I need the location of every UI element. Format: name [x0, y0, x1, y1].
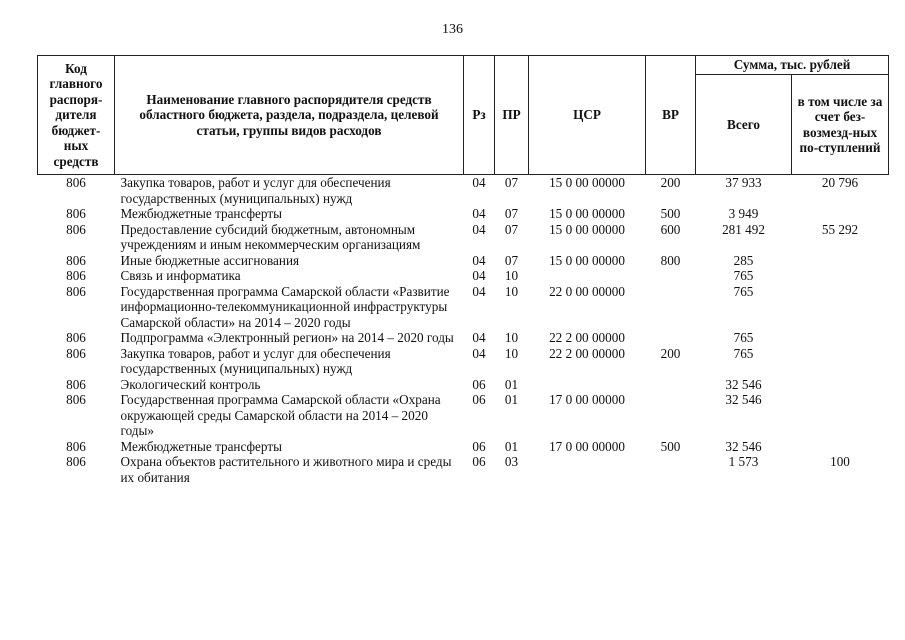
cell-name: Связь и информатика [120, 268, 241, 283]
cell-name: Закупка товаров, работ и услуг для обеспечения государственных (муниципальных) нужд [120, 345, 391, 376]
cell-pr: 07 [504, 206, 519, 221]
cell-csr: 15 0 00 00000 [549, 175, 625, 190]
cell-rz: 04 [472, 283, 486, 299]
cell-code: 806 [66, 454, 86, 469]
cell-rz: 04 [472, 345, 486, 361]
cell-rz: 06 [472, 454, 486, 469]
cell-vr: 800 [660, 252, 681, 268]
cell-pr: 03 [504, 454, 519, 469]
cell-total: 765 [733, 268, 754, 283]
cell-code: 806 [66, 376, 86, 392]
cell-code: 806 [66, 283, 86, 299]
cell-csr [529, 377, 646, 393]
header-code: Код главного распоря-дителя бюджет-ных средств [38, 56, 115, 175]
cell-name: Государственная программа Самарской области «Развитие информационно-телекоммуникационной инфраструктуры Самарской области» на 2014 – 2020 годы [120, 283, 450, 330]
cell-code: 806 [66, 268, 86, 283]
cell-rz: 04 [472, 221, 486, 237]
cell-rz: 04 [472, 175, 486, 190]
cell-total: 3 949 [728, 206, 759, 221]
cell-vr: 200 [660, 345, 681, 361]
cell-vr [646, 268, 696, 284]
cell-name: Подпрограмма «Электронный регион» на 2014 – 2020 годы [120, 330, 454, 345]
cell-total: 281 492 [722, 221, 765, 237]
cell-code: 806 [66, 330, 86, 345]
cell-name: Государственная программа Самарской области «Охрана окружающей среды Самарской области на 2014 – 2020 годы» [120, 392, 441, 438]
header-total: Всего [696, 75, 792, 175]
cell-pr: 01 [504, 376, 519, 392]
cell-pr: 01 [504, 438, 519, 454]
cell-vr [646, 330, 696, 346]
cell-pr: 07 [504, 252, 519, 268]
table-row [38, 330, 889, 346]
cell-name: Межбюджетные трансферты [120, 438, 282, 454]
table-row [38, 284, 889, 331]
cell-total: 32 546 [725, 376, 762, 392]
cell-incl: 100 [830, 454, 850, 469]
cell-code: 806 [66, 221, 86, 237]
cell-total: 1 573 [728, 454, 759, 469]
table-row [38, 206, 889, 222]
cell-csr: 17 0 00 00000 [549, 392, 625, 407]
cell-incl [792, 439, 889, 455]
header-rz: Рз [464, 56, 495, 175]
header-incl: в том числе за счет без-возмезд-ных по-ступлений [792, 75, 889, 175]
header-name: Наименование главного распорядителя средств областного бюджета, раздела, подраздела, целевой статьи, группы видов расходов [115, 56, 464, 175]
cell-incl [792, 268, 889, 284]
cell-csr [529, 268, 646, 284]
cell-pr: 01 [504, 392, 519, 407]
cell-vr [646, 392, 696, 439]
table-body [38, 175, 889, 486]
cell-total: 765 [733, 330, 754, 345]
cell-rz: 04 [472, 206, 486, 221]
cell-csr: 17 0 00 00000 [549, 438, 625, 454]
cell-incl [792, 330, 889, 346]
cell-vr: 600 [660, 221, 681, 237]
cell-name: Предоставление субсидий бюджетным, автономным учреждениям и иным некоммерческим организациям [120, 221, 421, 252]
cell-code: 806 [66, 252, 86, 268]
cell-rz: 06 [472, 392, 486, 407]
cell-vr: 500 [660, 206, 681, 221]
cell-total: 765 [733, 345, 754, 361]
cell-rz: 04 [472, 330, 486, 345]
cell-pr: 10 [504, 283, 519, 299]
cell-rz: 06 [472, 376, 486, 392]
cell-code: 806 [66, 206, 86, 221]
cell-vr: 200 [660, 175, 681, 190]
table-row [38, 454, 889, 485]
table-row [38, 377, 889, 393]
cell-code: 806 [66, 175, 86, 190]
cell-pr: 10 [504, 268, 519, 283]
budget-table [37, 55, 889, 485]
cell-pr: 07 [504, 221, 519, 237]
cell-name: Экологический контроль [120, 376, 261, 392]
cell-incl: 20 796 [821, 175, 859, 190]
header-vr: ВР [646, 56, 696, 175]
header-csr: ЦСР [529, 56, 646, 175]
cell-rz: 06 [472, 438, 486, 454]
cell-csr: 15 0 00 00000 [549, 221, 625, 237]
cell-csr: 22 2 00 00000 [549, 345, 625, 361]
table-row [38, 175, 889, 207]
cell-incl [792, 284, 889, 331]
cell-pr: 10 [504, 330, 519, 345]
table-row [38, 222, 889, 253]
cell-csr: 22 2 00 00000 [549, 330, 625, 345]
cell-incl [792, 392, 889, 439]
table-header [38, 56, 889, 175]
page-number: 136 [442, 22, 463, 37]
cell-vr [646, 284, 696, 331]
cell-rz: 04 [472, 252, 486, 268]
table-row [38, 253, 889, 269]
cell-vr [646, 454, 696, 485]
header-pr: ПР [495, 56, 529, 175]
table-row [38, 346, 889, 377]
cell-csr: 15 0 00 00000 [549, 206, 625, 221]
header-sum-group: Сумма, тыс. рублей [696, 56, 889, 75]
cell-incl [792, 206, 889, 222]
cell-total: 37 933 [725, 175, 762, 190]
table-row [38, 439, 889, 455]
cell-code: 806 [66, 345, 86, 361]
cell-vr [646, 377, 696, 393]
cell-total: 285 [733, 252, 754, 268]
table-row [38, 268, 889, 284]
cell-incl [792, 253, 889, 269]
cell-csr [529, 454, 646, 485]
cell-name: Закупка товаров, работ и услуг для обеспечения государственных (муниципальных) нужд [120, 175, 391, 206]
cell-rz: 04 [472, 268, 486, 283]
cell-total: 765 [733, 283, 754, 299]
cell-incl [792, 346, 889, 377]
cell-total: 32 546 [725, 438, 762, 454]
cell-pr: 10 [504, 345, 519, 361]
cell-pr: 07 [504, 175, 519, 190]
cell-name: Межбюджетные трансферты [120, 206, 282, 221]
cell-name: Охрана объектов растительного и животного мира и среды их обитания [120, 454, 452, 485]
cell-code: 806 [66, 438, 86, 454]
cell-csr: 15 0 00 00000 [549, 252, 625, 268]
table-row [38, 392, 889, 439]
cell-csr: 22 0 00 00000 [549, 283, 625, 299]
cell-code: 806 [66, 392, 86, 407]
cell-vr: 500 [660, 438, 681, 454]
cell-incl: 55 292 [821, 221, 859, 237]
cell-incl [792, 377, 889, 393]
cell-total: 32 546 [725, 392, 762, 407]
cell-name: Иные бюджетные ассигнования [120, 252, 300, 268]
